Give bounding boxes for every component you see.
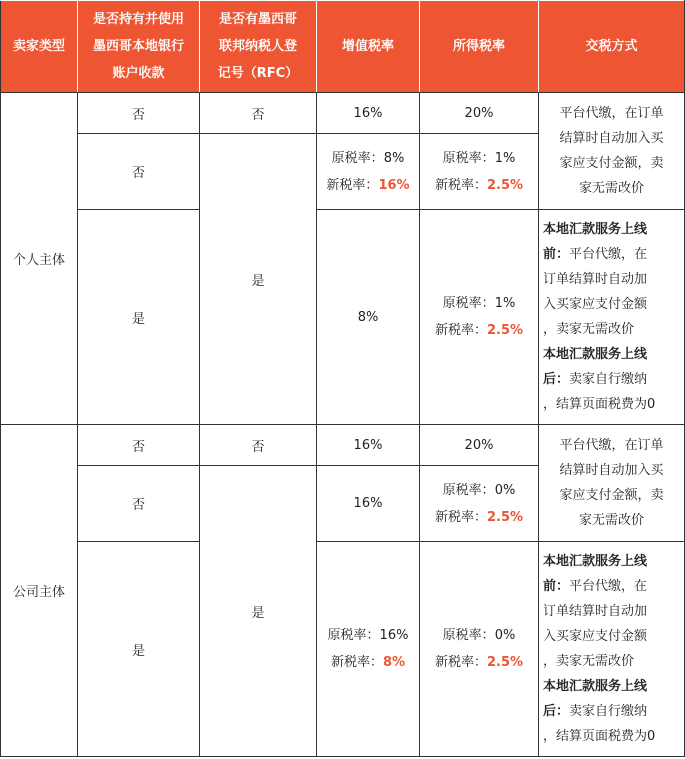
seller-type-company: 公司主体 [1,425,78,757]
bank-account-cell: 是 [78,210,200,425]
rfc-cell: 否 [200,425,317,466]
rfc-cell: 是 [200,134,317,425]
header-seller-type: 卖家类型 [1,1,78,93]
header-rfc: 是否有墨西哥 联邦纳税人登 记号（RFC） [200,1,317,93]
vat-cell: 原税率：16% 新税率：8% [317,542,420,757]
header-row [1,1,685,93]
vat-cell: 16% [317,425,420,466]
header-vat: 增值税率 [317,1,420,93]
income-tax-cell: 原税率：0% 新税率：2.5% [420,542,539,757]
table-row [1,425,685,466]
bank-account-cell: 否 [78,425,200,466]
vat-cell: 16% [317,466,420,542]
payment-method-cell: 平台代缴，在订单 结算时自动加入买 家应支付金额，卖 家无需改价 [539,93,685,210]
income-tax-cell: 原税率：0% 新税率：2.5% [420,466,539,542]
header-income-tax: 所得税率 [420,1,539,93]
income-tax-cell: 20% [420,425,539,466]
payment-method-cell: 本地汇款服务上线 前：平台代缴，在 订单结算时自动加 入买家应支付金额 ，卖家无需改价 本地汇款服务上线 后：卖家自行缴纳 ，结算页面税费为0 [539,210,685,425]
bank-account-cell: 是 [78,542,200,757]
header-payment-method: 交税方式 [539,1,685,93]
table-row [1,542,685,757]
income-tax-cell: 20% [420,93,539,134]
bank-account-cell: 否 [78,134,200,210]
vat-cell: 16% [317,93,420,134]
payment-method-cell: 平台代缴，在订单 结算时自动加入买 家应支付金额，卖 家无需改价 [539,425,685,542]
vat-cell: 8% [317,210,420,425]
bank-account-cell: 否 [78,93,200,134]
table-row [1,210,685,425]
income-tax-cell: 原税率：1% 新税率：2.5% [420,134,539,210]
bank-account-cell: 否 [78,466,200,542]
header-bank-account: 是否持有并使用 墨西哥本地银行 账户收款 [78,1,200,93]
rfc-cell: 是 [200,466,317,757]
vat-cell: 原税率：8% 新税率：16% [317,134,420,210]
income-tax-cell: 原税率：1% 新税率：2.5% [420,210,539,425]
rfc-cell: 否 [200,93,317,134]
table-row [1,93,685,134]
payment-method-cell: 本地汇款服务上线 前：平台代缴，在 订单结算时自动加 入买家应支付金额 ，卖家无需改价 本地汇款服务上线 后：卖家自行缴纳 ，结算页面税费为0 [539,542,685,757]
seller-type-individual: 个人主体 [1,93,78,425]
